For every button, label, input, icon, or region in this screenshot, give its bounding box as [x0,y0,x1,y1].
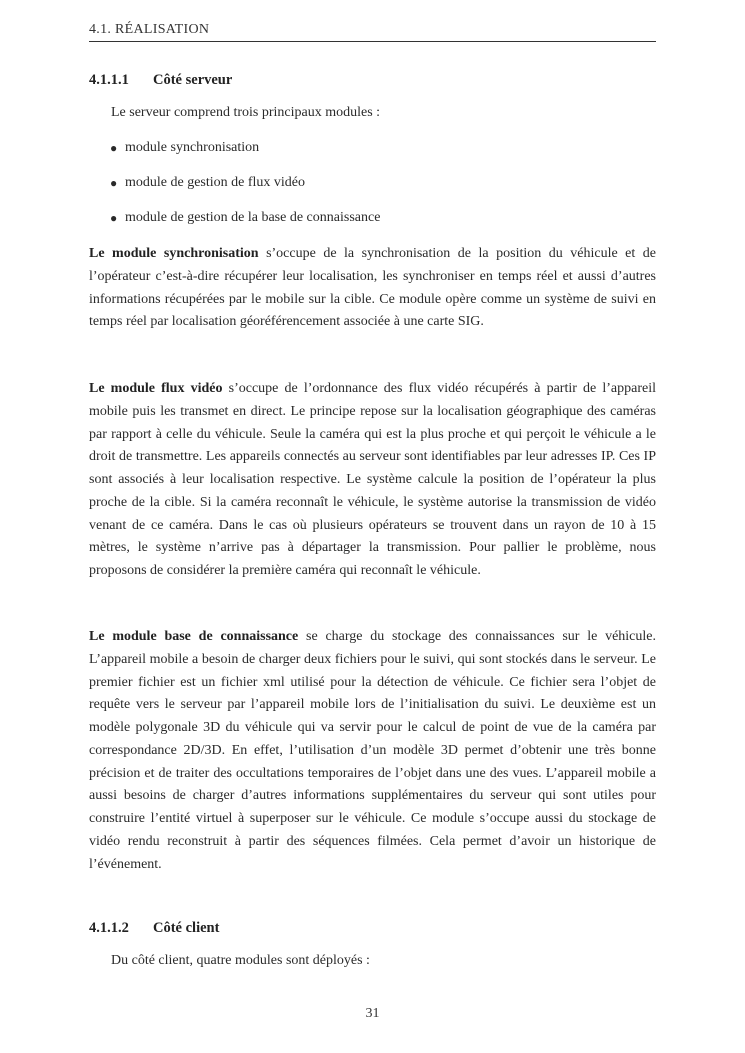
section-number: 4.1.1.2 [89,920,129,936]
server-intro: Le serveur comprend trois principaux modules : [111,105,381,120]
list-item [110,173,380,208]
bullet-icon: ● [110,176,118,190]
page-number: 31 [365,1006,380,1021]
running-header: 4.1. RÉALISATION [89,22,210,37]
list-item-text: module de gestion de la base de connaissance [125,210,381,225]
list-item [110,138,380,173]
list-item-text: module synchronisation [125,140,260,155]
paragraph-body: se charge du stockage des connaissances sur le véhicule. L’appareil mobile a besoin de charger deux fichiers pour le suivi, qui sont stockés dans le serveur. Le premier fichier est un fichier xml utilisé pour la détection de véhicule. Ce fichier sera l’objet de requête vers le serveur par l’appareil mobile lors de l’initialisation du suivi. Le deuxième est un modèle polygonale 3D du véhicule qui va servir pour le calcul de point de vue de la caméra par correspondance 2D/3D. En effet, l’utilisation d’un modèle 3D permet d’obtenir une très bonne précision et de traiter des occultations temporaires de l’objet dans une des vues. L’appareil mobile a aussi besoins de charger d’autres informations supplémentaires du serveur qui sont utiles pour construire l’entité virtuel à superposer sur le véhicule. Ce module s’occupe aussi du stockage de vidéo rendu reconstruit à partir des séquences filmées. Cela permet d’avoir un historique de l’événement. [89,629,657,872]
client-intro: Du côté client, quatre modules sont déployés : [111,953,370,968]
list-item-text: module de gestion de flux vidéo [125,175,306,190]
bullet-icon: ● [110,141,118,155]
paragraph-body: s’occupe de la synchronisation de la position du véhicule et de l’opérateur c’est-à-dire récupérer leur localisation, les synchroniser en temps réel et aussi d’autres informations récupérées par le mobile sur la cible. Ce module opère comme un système de suivi en temps réel par localisation géoréférencement associée à une carte SIG. [89,246,656,330]
bullet-icon: ● [110,211,118,225]
section-heading-server [89,72,232,89]
paragraph-sync [89,243,656,334]
paragraph-body: s’occupe de l’ordonnance des flux vidéo récupérés à partir de l’appareil mobile puis les transmet en direct. Le principe repose sur la localisation géographique des caméras par rapport à celle du véhicule. Seule la caméra qui est la plus proche et qui perçoit le véhicule a le droit de transmettre. Les appareils connectés au serveur sont identifiables par leur adresses IP. Ces IP sont associés à leur localisation respective. Le système calcule la position de l’opérateur la plus proche de la cible. Si la caméra reconnaît le véhicule, le système autorise la transmission de vidéo venant de ce caméra. Dans le cas où plusieurs opérateurs se trouvent dans un rayon de 10 à 15 mètres, le système n’arrive pas à départager la transmission. Pour pallier le problème, nous proposons de considérer la première caméra qui reconnaît le véhicule. [89,381,656,578]
header-rule [89,41,656,42]
list-item [110,208,380,243]
paragraph-video [89,378,656,583]
section-number: 4.1.1.1 [89,72,129,88]
paragraph-lead: Le module synchronisation [89,246,259,261]
module-list [110,138,380,243]
section-title: Côté client [153,920,220,936]
section-title: Côté serveur [153,72,233,88]
paragraph-lead: Le module flux vidéo [89,381,223,396]
paragraph-knowledge [89,626,656,876]
paragraph-lead: Le module base de connaissance [89,629,299,644]
section-heading-client [89,920,219,937]
